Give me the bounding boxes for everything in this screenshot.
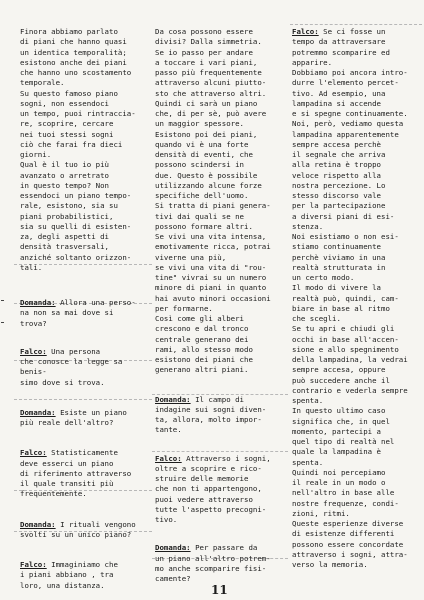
- text-line: generano altri piani.: [155, 365, 249, 375]
- speaker-label: Domanda:: [20, 298, 56, 307]
- intro-paragraph: [20, 27, 144, 273]
- text-line: tivo.: [155, 515, 178, 524]
- text-line: avanzato o arretrato: [20, 170, 109, 180]
- text-line: un certo modo.: [292, 273, 355, 282]
- text-line: un maggior spessore.: [155, 119, 244, 129]
- speaker-label: Domanda:: [20, 407, 56, 417]
- margin-mark: [1, 322, 4, 323]
- text-line: indagine sui sogni diven-: [155, 404, 267, 414]
- column-middle: [155, 27, 285, 584]
- column-left: [20, 27, 144, 591]
- text-line: nell'altro in base alle: [292, 488, 395, 498]
- text-line: Per passare da: [195, 543, 258, 553]
- text-line: significa che, in quel: [292, 416, 390, 426]
- text-line: Il campo di: [195, 394, 245, 404]
- text-line: a toccare i vari piani,: [155, 57, 258, 67]
- text-line: più reale dell'altro?: [20, 418, 114, 427]
- speaker-label: Domanda:: [20, 519, 56, 529]
- question-4: [155, 395, 285, 436]
- speaker-label: Falco:: [292, 27, 319, 36]
- text-line: momento, partecipi a: [292, 426, 381, 436]
- text-line: loro, una distanza.: [20, 580, 105, 590]
- text-line: in questo tempo? Non: [20, 180, 109, 190]
- text-line: occhi in base all'accen-: [292, 334, 399, 344]
- text-line: attraverso alcuni piutto-: [155, 78, 267, 88]
- text-line: tutte l'aspetto precogni-: [155, 504, 267, 514]
- text-line: rami, allo stesso modo: [155, 344, 253, 354]
- text-line: che, di per sè, può avere: [155, 109, 267, 118]
- text-line: il quale transiti più: [20, 479, 114, 488]
- text-line: di esistenze differenti: [292, 529, 395, 539]
- text-line: della lampadina, la vedrai: [292, 355, 408, 364]
- text-line: minore di piani in quanto: [155, 283, 267, 293]
- answer-5: [292, 27, 420, 570]
- text-line: due. Questo è possibile: [155, 170, 258, 180]
- text-line: Se tu apri e chiudi gli: [292, 324, 395, 334]
- text-line: lampadina si accende: [292, 98, 381, 108]
- text-line: a diversi piani di esi-: [292, 211, 395, 221]
- text-line: oltre a scoprire e rico-: [155, 463, 262, 473]
- text-line: Quindi ci sarà un piano: [155, 98, 258, 108]
- text-line: stenza.: [292, 221, 324, 231]
- text-line: simo dove si trova.: [20, 377, 105, 387]
- text-line: ta, allora, molto impor-: [155, 415, 262, 424]
- text-line: tante.: [155, 425, 182, 435]
- text-line: ciò che farai fra dieci: [20, 139, 123, 149]
- text-line: struire delle memorie: [155, 474, 249, 483]
- text-line: specifiche dell'uomo.: [155, 191, 249, 200]
- text-line: potremmo scomparire ed: [292, 47, 390, 57]
- text-line: passo più frequentemente: [155, 68, 262, 77]
- text-line: e si spegne continuamente.: [292, 109, 408, 118]
- text-line: alla retina è troppo: [292, 160, 381, 170]
- text-line: Dobbiamo poi ancora intro-: [292, 68, 408, 77]
- text-line: rale, esistono, sia su: [20, 201, 118, 211]
- text-line: hai avuto minori occasioni: [155, 293, 271, 303]
- text-line: che hanno uno scostamento: [20, 68, 132, 77]
- text-line: perchè viviamo in una: [292, 252, 386, 262]
- text-line: un identica temporalità;: [20, 47, 127, 57]
- text-line: Si tratta di piani genera-: [155, 201, 271, 211]
- text-line: utilizzando alcune forze: [155, 180, 262, 190]
- text-line: Esistono poi dei piani,: [155, 129, 258, 139]
- text-line: densità di eventi, che: [155, 150, 253, 159]
- text-line: Allora una perso-: [60, 298, 136, 307]
- text-line: densità trasversali,: [20, 242, 109, 252]
- text-line: quando vi è una forte: [155, 139, 249, 149]
- question-1: [20, 298, 144, 329]
- text-line: che non ti appartengono,: [155, 484, 262, 494]
- text-line: Da cosa possono essere: [155, 27, 253, 36]
- text-line: sempre accesa, oppure: [292, 365, 386, 375]
- answer-text: [155, 454, 285, 526]
- text-line: Quindi noi percepiamo: [292, 467, 386, 477]
- text-line: Se vivi una vita intensa,: [155, 232, 267, 241]
- text-line: sogni, non essendoci: [20, 98, 109, 108]
- text-line: possono scindersi in: [155, 160, 244, 170]
- body-paragraph: [155, 27, 285, 376]
- text-line: quel tipo di realtà nel: [292, 437, 395, 446]
- text-line: possono formare altri.: [155, 221, 253, 231]
- text-line: Immaginiamo che: [51, 560, 118, 569]
- text-line: tine" vivrai su un numero: [155, 273, 267, 282]
- text-line: I rituali vengono: [60, 519, 136, 529]
- question-3: [20, 520, 144, 541]
- text-line: per formarne.: [155, 303, 213, 313]
- text-line: di piani che hanno quasi: [20, 37, 127, 47]
- text-line: giorni.: [20, 150, 52, 159]
- text-line: realtà strutturata in: [292, 262, 386, 272]
- text-line: Finora abbiamo parlato: [20, 27, 118, 36]
- text-line: sto che attraverso altri.: [155, 88, 267, 98]
- text-line: za, degli aspetti di: [20, 232, 109, 241]
- speaker-label: Falco:: [20, 448, 47, 458]
- text-line: piani probabilistici,: [20, 211, 114, 221]
- text-line: puoi vedere attraverso: [155, 494, 253, 504]
- answer-3: [20, 560, 144, 591]
- text-line: un tempo, puoi rintraccia-: [20, 109, 136, 118]
- text-line: zioni, ritmi.: [292, 508, 350, 518]
- speaker-label: Falco:: [20, 346, 47, 356]
- text-line: anziché soltanto orizzon-: [20, 252, 132, 262]
- text-line: Una persona: [51, 346, 101, 356]
- answer-2: [20, 448, 144, 499]
- text-line: Il modo di vivere la: [292, 283, 381, 293]
- text-line: veloce rispetto alla: [292, 170, 381, 180]
- text-line: Se ci fosse un: [323, 27, 386, 36]
- text-line: biare in base al ritmo: [292, 303, 390, 313]
- margin-mark: [1, 300, 4, 301]
- speaker-label: Falco:: [155, 453, 182, 463]
- speaker-label: Domanda:: [155, 394, 191, 404]
- text-line: nostra percezione. Lo: [292, 180, 386, 190]
- answer-text: [292, 27, 420, 570]
- text-line: Così come gli alberi: [155, 314, 244, 323]
- text-line: il segnale che arriva: [292, 150, 386, 159]
- text-line: essendoci un piano tempo-: [20, 191, 132, 200]
- text-line: nostre frequenze, condi-: [292, 498, 399, 508]
- text-line: spenta.: [292, 396, 324, 405]
- text-line: temporale.: [20, 78, 65, 88]
- text-line: sione e allo spegnimento: [292, 344, 399, 354]
- text-line: na non sa mai dove si: [20, 308, 114, 318]
- text-line: Queste esperienze diverse: [292, 519, 404, 528]
- text-line: che conosce la legge sa benis-: [20, 357, 123, 377]
- speaker-label: Falco:: [20, 560, 47, 569]
- text-line: tivi dai quali se ne: [155, 211, 244, 221]
- text-line: spenta.: [292, 457, 324, 467]
- page-number: 11: [211, 583, 228, 597]
- text-line: crescono e dal tronco: [155, 324, 249, 334]
- text-line: contrario e vederla sempre: [292, 385, 408, 395]
- text-line: stiamo continuamente: [292, 242, 381, 252]
- text-line: In questo ultimo caso: [292, 406, 386, 416]
- text-line: deve esserci un piano: [20, 458, 114, 468]
- text-line: Qual è il tuo io più: [20, 160, 109, 170]
- text-line: il reale in un modo o: [292, 478, 386, 487]
- speaker-label: Domanda:: [155, 543, 191, 553]
- text-line: stesso discorso vale: [292, 191, 381, 200]
- text-line: mo anche scomparire fisi-: [155, 563, 267, 573]
- text-line: Statisticamente: [51, 448, 118, 458]
- text-line: tivo. Ad esempio, una: [292, 88, 386, 98]
- text-line: centrale generano dei: [155, 334, 249, 344]
- text-line: Su questo famoso piano: [20, 88, 118, 98]
- text-line: tali.: [20, 262, 43, 272]
- text-line: frequentemente.: [20, 489, 87, 499]
- text-line: viverne una più,: [155, 252, 227, 262]
- text-line: verso la memoria.: [292, 560, 368, 569]
- text-line: emotivamente ricca, potrai: [155, 242, 271, 252]
- text-line: esistono dei piani che: [155, 355, 253, 364]
- text-line: durre l'elemento percet-: [292, 78, 399, 88]
- text-line: un piano all'altro potrem-: [155, 553, 271, 563]
- text-line: esistono anche dei piani: [20, 57, 127, 67]
- text-line: che scegli.: [292, 314, 341, 323]
- text-line: Noi esistiamo o non esi-: [292, 232, 399, 241]
- text-line: Noi, però, vediamo questa: [292, 119, 404, 129]
- text-line: svolti su un unico piano?: [20, 529, 132, 539]
- text-line: se vivi una vita di "rou-: [155, 262, 267, 272]
- text-line: può succedere anche il: [292, 375, 390, 385]
- text-line: di riferimento attraverso: [20, 468, 132, 478]
- question-5: [155, 543, 285, 584]
- text-line: Esiste un piano: [60, 407, 127, 417]
- text-line: divisi? Dalla simmetria.: [155, 37, 262, 47]
- text-line: re, scoprire, cercare: [20, 119, 114, 129]
- text-line: tempo da attraversare: [292, 37, 386, 47]
- text-line: camente?: [155, 574, 191, 583]
- text-line: lampadina apparentemente: [292, 129, 399, 139]
- text-line: possono essere concordate: [292, 539, 404, 549]
- text-line: sia su quelli di esisten-: [20, 221, 132, 231]
- text-line: i piani abbiano , tra: [20, 570, 114, 580]
- text-line: attraverso i sogni, attra-: [292, 549, 408, 559]
- answer-4: [155, 454, 285, 526]
- text-line: realtà può, quindi, cam-: [292, 293, 399, 303]
- text-line: apparire.: [292, 57, 333, 67]
- answer-1: [20, 347, 144, 388]
- text-line: Attraverso i sogni,: [186, 453, 271, 463]
- text-line: sempre accesa perchè: [292, 139, 381, 149]
- text-line: Se io passo per andare: [155, 47, 253, 57]
- text-line: trova?: [20, 318, 47, 328]
- question-2: [20, 408, 144, 429]
- column-right: [292, 27, 420, 570]
- separator: [290, 24, 422, 25]
- text-line: nei tuoi stessi sogni: [20, 129, 114, 139]
- text-line: quale la lampadina è: [292, 447, 381, 457]
- text-line: per la partecipazione: [292, 201, 386, 211]
